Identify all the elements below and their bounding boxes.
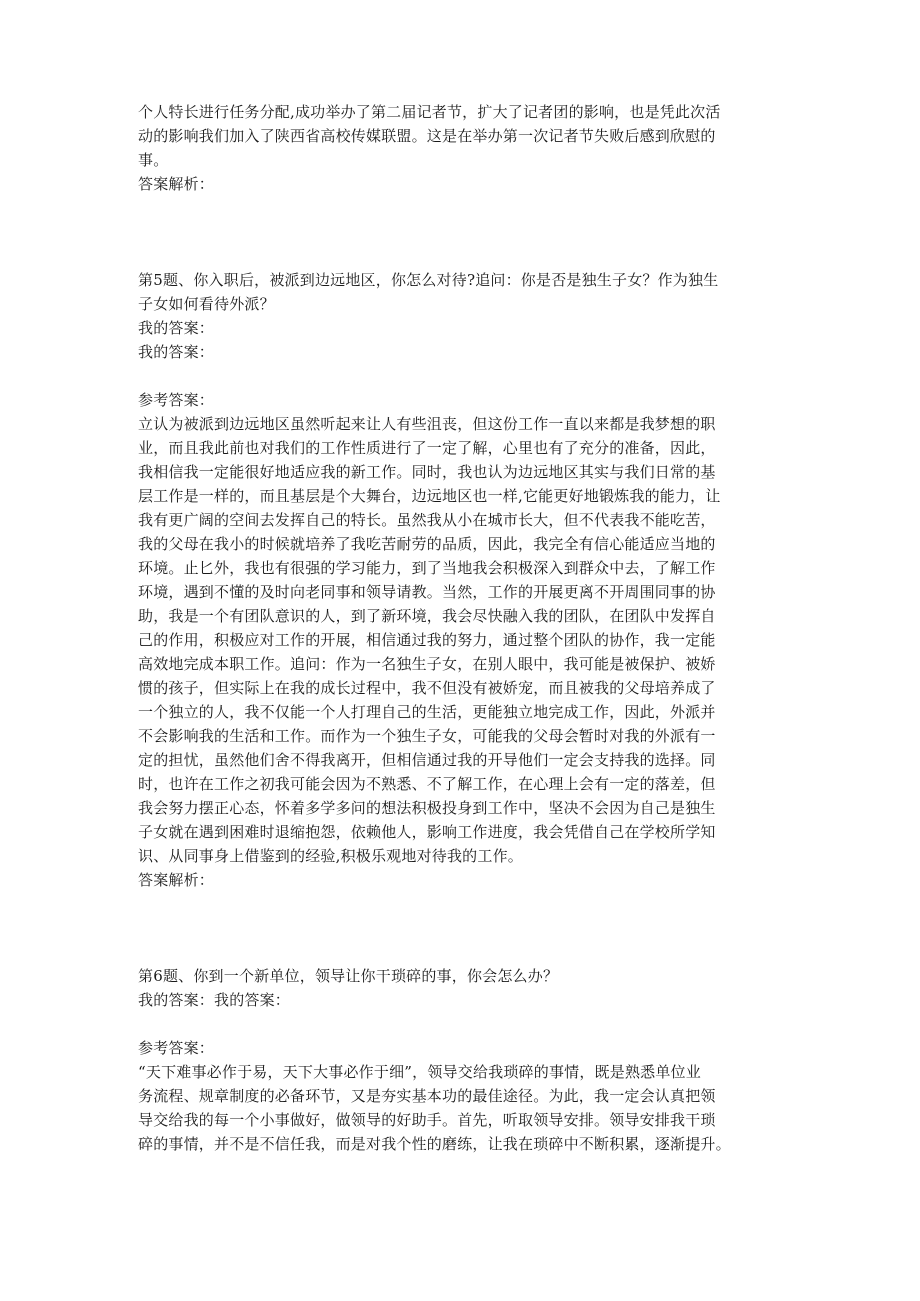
paragraph-line: 子女就在遇到困难时退缩抱怨，依赖他人，影响工作进度，我会凭借自己在学校所学知 (138, 823, 716, 841)
document-page (138, 100, 788, 1156)
paragraph-line: 环境，遇到不懂的及时向老同事和领导请教。当然，工作的开展更离不开周围同事的协 (138, 583, 716, 601)
spacer (138, 196, 788, 268)
paragraph-line: 事。 (138, 151, 169, 169)
paragraph-line: 我有更广阔的空间去发挥自己的特长。虽然我从小在城市长大，但不代表我不能吃苦， (138, 511, 716, 529)
spacer (138, 892, 788, 964)
reference-answer-label: 参考答案： (138, 391, 215, 409)
question-title: 第5题、你入职后，被派到边远地区，你怎么对待?追问：你是否是独生子女？作为独生 (138, 271, 719, 289)
paragraph-line: 惯的孩子，但实际上在我的成长过程中，我不但没有被娇宠，而且被我的父母培养成了 (138, 679, 716, 697)
paragraph-line: 业，而且我此前也对我们的工作性质进行了一定了解，心里也有了充分的准备，因此， (138, 439, 716, 457)
my-answer-label: 我的答案： (138, 343, 215, 361)
spacer (138, 1012, 788, 1036)
reference-answer-body (138, 1060, 788, 1156)
paragraph-line: 助，我是一个有团队意识的人，到了新环境，我会尽快融入我的团队，在团队中发挥自 (138, 607, 716, 625)
paragraph-line: 己的作用，积极应对工作的开展，相信通过我的努力，通过整个团队的协作，我一定能 (138, 631, 716, 649)
paragraph-line: 环境。止匕外，我也有很强的学习能力，到了当地我会积极深入到群众中去，了解工作 (138, 559, 716, 577)
question-5 (138, 268, 788, 892)
paragraph-line: 高效地完成本职工作。追问：作为一名独生子女，在别人眼中，我可能是被保护、被娇 (138, 655, 716, 673)
paragraph-line: 立认为被派到边远地区虽然听起来让人有些沮丧，但这份工作一直以来都是我梦想的职 (138, 415, 716, 433)
paragraph-line: 层工作是一样的，而且基层是个大舞台，边远地区也一样,它能更好地锻炼我的能力，让 (138, 487, 721, 505)
my-answer-label: 我的答案：我的答案： (138, 991, 291, 1009)
paragraph-line: 我相信我一定能很好地适应我的新工作。同时，我也认为边远地区其实与我们日常的基 (138, 463, 716, 481)
paragraph-line: 识、从同事身上借鉴到的经验,积极乐观地对待我的工作。 (138, 847, 523, 865)
reference-answer-body (138, 412, 788, 868)
paragraph-line: 务流程、规章制度的必备环节，又是夯实基本功的最佳途径。为此，我一定会认真把领 (138, 1087, 716, 1105)
question-6 (138, 964, 788, 1156)
answer-analysis-label: 答案解析： (138, 871, 215, 889)
reference-answer-label: 参考答案： (138, 1039, 215, 1057)
paragraph-line: 我会努力摆正心态，怀着多学多问的想法积极投身到工作中，坚决不会因为自己是独生 (138, 799, 716, 817)
spacer (138, 364, 788, 388)
paragraph-line: 我的父母在我小的时候就培养了我吃苦耐劳的品质，因此，我完全有信心能适应当地的 (138, 535, 716, 553)
paragraph-line: 时，也许在工作之初我可能会因为不熟悉、不了解工作，在心理上会有一定的落差，但 (138, 775, 716, 793)
question-title: 子女如何看待外派？ (138, 295, 275, 313)
paragraph-line: 不会影响我的生活和工作。而作为一个独生子女，可能我的父母会暂时对我的外派有一 (138, 727, 716, 745)
answer-analysis-label: 答案解析： (138, 175, 215, 193)
question-title: 第6题、你到一个新单位，领导让你干琐碎的事，你会怎么办？ (138, 967, 559, 985)
paragraph-line: 一个独立的人，我不仅能一个人打理自己的生活，更能独立地完成工作，因此，外派并 (138, 703, 716, 721)
paragraph-line: 导交给我的每一个小事做好，做领导的好助手。首先，听取领导安排。领导安排我干琐 (138, 1111, 716, 1129)
paragraph-line: 碎的事情，并不是不信任我，而是对我个性的磨练，让我在琐碎中不断积累，逐渐提升。 (138, 1135, 731, 1153)
paragraph-line: 动的影响我们加入了陕西省高校传媒联盟。这是在举办第一次记者节失败后感到欣慰的 (138, 127, 716, 145)
top-section (138, 100, 788, 196)
my-answer-label: 我的答案： (138, 319, 215, 337)
paragraph-line: “天下难事必作于易，天下大事必作于细”，领导交给我琐碎的事情，既是熟悉单位业 (138, 1063, 701, 1081)
paragraph-line: 个人特长进行任务分配,成功举办了第二届记者节，扩大了记者团的影响，也是凭此次活 (138, 103, 721, 121)
paragraph-line: 定的担忧，虽然他们舍不得我离开，但相信通过我的开导他们一定会支持我的选择。同 (138, 751, 716, 769)
